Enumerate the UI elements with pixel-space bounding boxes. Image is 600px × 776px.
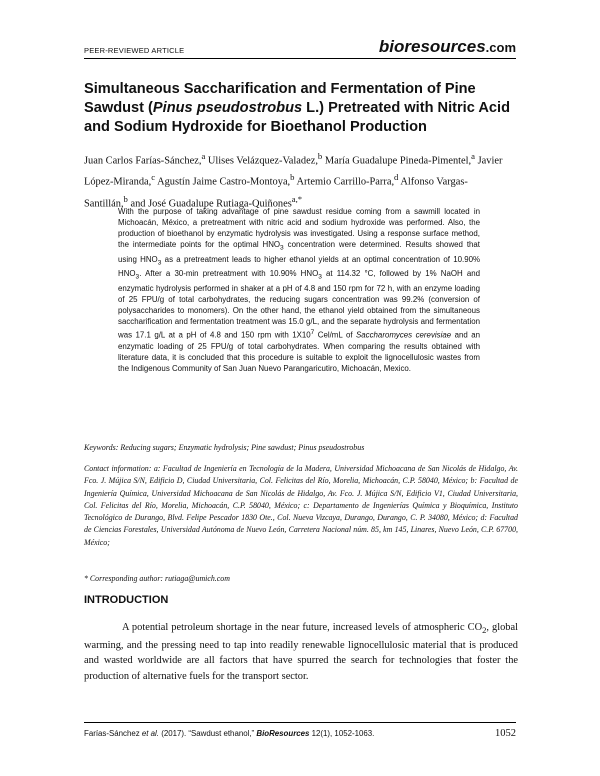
page-header <box>84 34 516 59</box>
author-affiliation: a <box>201 151 206 161</box>
author: Artemio Carrillo-Parra, <box>296 176 395 188</box>
contact-information: Contact information: a: Facultad de Ingeniería en Tecnología de la Madera, Universidad Michoacana de San Nicolás de Hidalgo, Av. Fco. J. Mújica S/N, Edificio D, Ciudad Universitaria, Col. Felicitas del Río, Morelia, Michoacán, C.P. 58040, México; b: Facultad de Ingeniería Química, Universidad Michoacana de San Nicolás de Hidalgo, Av. Fco. J. Mújica S/N, Edificio V1, Ciudad Universitaria, Col. Felicitas del Río, Morelia, Michoacán, C.P. 58040, México; c: Departamento de Ingenierías Química y Bioquímica, Instituto Tecnológico de Durango, Blvd. Felipe Pescador 1830 Ote., Col. Nueva Vizcaya, Durango, Durango, C. P. 34080, México; d: Facultad de Ciencias Forestales, Universidad Autónoma de Nuevo León, Carretera Nacional núm. 85, km 145, Linares, Nuevo León, C.P. 67700, México; <box>84 464 518 547</box>
author: Agustín Jaime Castro-Montoya, <box>157 176 291 188</box>
author: Javier López-Miranda, <box>84 155 503 188</box>
footer-citation: Farías-Sánchez et al. (2017). “Sawdust ethanol,” BioResources 12(1), 1052-1063. <box>84 729 375 738</box>
footer-divider <box>84 722 516 723</box>
author-list <box>84 148 504 212</box>
brand-name: bioresources <box>378 37 486 56</box>
author-affiliation: b <box>290 172 295 183</box>
author-affiliation: c <box>151 172 156 183</box>
author: Juan Carlos Farías-Sánchez, <box>84 155 202 167</box>
title-part-1: Simultaneous Saccharification and Fermentation of Pine Sawdust ( <box>84 81 476 116</box>
corresponding-author: * Corresponding author: rutiaga@umich.com <box>84 574 230 583</box>
author: and José Guadalupe Rutiaga-Quiñones <box>130 198 292 210</box>
author: Alfonso Vargas-Santillán, <box>84 176 468 210</box>
author-affiliation: a <box>471 151 475 161</box>
page-number: 1052 <box>495 728 516 739</box>
keywords: Keywords: Reducing sugars; Enzymatic hydrolysis; Pine sawdust; Pinus pseudostrobus <box>84 443 365 452</box>
author-affiliation: b <box>123 193 128 204</box>
introduction-paragraph: A potential petroleum shortage in the near future, increased levels of atmospheric $CO_2$, global warming, and the pressing need to tap into readily renewable lignocellulosic material that is produced and wasted worldwide are all factors that have spurred the search for technologies that foster the production of alternative fuels for the transport sector. <box>84 622 518 682</box>
author-affiliation: d <box>394 172 399 183</box>
abstract: With the purpose of taking advantage of pine sawdust residue coming from a sawmill located in Michoacán, México, a pretreatment with nitric acid and sodium hydroxide was performed. Also, the production of bioethanol by enzymatic hydrolysis was investigated. Using a response surface method, the intermediate points for the optimal $HNO_3$ concentration were determined. Results showed that using $HNO_3$ as a pretreatment leads to higher ethanol yields at an optimal concentration of 10.90% $HNO_3$. After a 30-min pretreatment with 10.90% $HNO_3$ at 114.32 °C, followed by 1% NaOH and enzymatic hydrolysis performed in shaker at a pH of 4.8 and 150 rpm for 72 h, with an enzyme loading of 25 FPU/g of total carbohydrates, the reducing sugars concentration was 99.2% (conversion of polysaccharides to monomers). On the other hand, the ethanol yield obtained from the simultaneous saccharification and fermentation treatment was 15.0 g/L, and the separate hydrolysis and fermentation was 17.1 g/L at a pH of 4.8 and 150 rpm with $1X10^7$ Cel/mL of Saccharomyces cerevisiae and an enzymatic loading of 25 FPU/g of total carbohydrates. When comparing the results obtained with literature data, it is concluded that this procedure is suitable to exploit the lignocellulosic wastes from the Indigenous Community of San Juan Nuevo Parangaricutiro, Michoacán, Mexico. <box>118 207 480 373</box>
author-affiliation: b <box>317 151 323 161</box>
journal-brand <box>379 37 516 57</box>
author: Ulises Velázquez-Valadez, <box>207 155 318 167</box>
article-title <box>84 80 524 137</box>
title-part-2: L.) Pretreated with Nitric Acid and Sodium Hydroxide for Bioethanol Production <box>84 100 510 135</box>
section-label: PEER-REVIEWED ARTICLE <box>84 46 185 55</box>
author-affiliation: a,* <box>291 193 303 204</box>
author: María Guadalupe Pineda-Pimentel, <box>324 155 472 167</box>
section-heading-introduction: INTRODUCTION <box>84 594 169 606</box>
title-species: Pinus pseudostrobus <box>152 100 303 116</box>
brand-domain: .com <box>485 40 516 55</box>
